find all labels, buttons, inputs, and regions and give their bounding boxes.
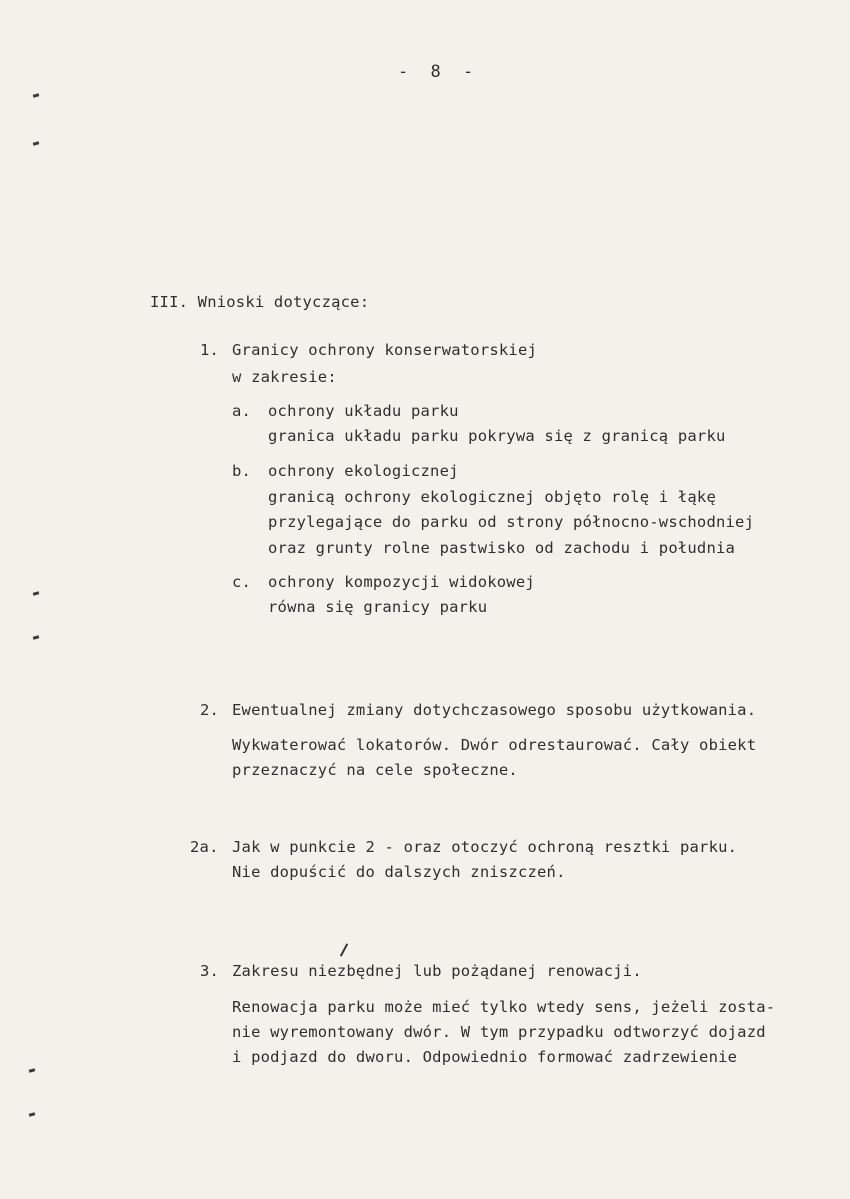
margin-punch-mark [33, 141, 40, 145]
section-title: III. Wnioski dotyczące: [150, 293, 370, 311]
subitem-text: przylegające do parku od strony północno-wschodniej [268, 513, 755, 531]
margin-punch-mark [33, 93, 40, 97]
page-number: - 8 - [398, 62, 480, 82]
item-text: Wykwaterować lokatorów. Dwór odrestaurować. Cały obiekt [232, 736, 757, 754]
subitem-label: a. [232, 402, 252, 420]
item-number: 2a. [190, 838, 219, 856]
subitem-text: granica układu parku pokrywa się z granicą parku [268, 427, 726, 445]
margin-punch-mark [33, 635, 40, 639]
subitem-title: ochrony układu parku [268, 402, 459, 420]
margin-punch-mark [29, 1112, 36, 1116]
margin-punch-mark [33, 591, 40, 595]
subitem-label: c. [232, 573, 252, 591]
subitem-label: b. [232, 462, 252, 480]
item-text: przeznaczyć na cele społeczne. [232, 761, 518, 779]
subitem-text: oraz grunty rolne pastwisko od zachodu i południa [268, 539, 736, 557]
item-text: Nie dopuścić do dalszych zniszczeń. [232, 863, 566, 881]
item-heading: Granicy ochrony konserwatorskiej [232, 341, 538, 359]
pen-mark [340, 943, 348, 956]
item-heading: Zakresu niezbędnej lub pożądanej renowacji. [232, 962, 642, 980]
item-text: Jak w punkcie 2 - oraz otoczyć ochroną resztki parku. [232, 838, 738, 856]
item-number: 1. [200, 341, 220, 359]
item-text: Renowacja parku może mieć tylko wtedy sens, jeżeli zosta- [232, 998, 776, 1016]
item-number: 2. [200, 701, 220, 719]
item-number: 3. [200, 962, 220, 980]
margin-punch-mark [29, 1068, 36, 1072]
subitem-title: ochrony ekologicznej [268, 462, 459, 480]
subitem-title: ochrony kompozycji widokowej [268, 573, 535, 591]
subitem-text: granicą ochrony ekologicznej objęto rolę i łąkę [268, 488, 716, 506]
item-heading: w zakresie: [232, 368, 337, 386]
subitem-text: równa się granicy parku [268, 598, 488, 616]
item-text: nie wyremontowany dwór. W tym przypadku odtworzyć dojazd [232, 1023, 766, 1041]
item-text: i podjazd do dworu. Odpowiednio formować zadrzewienie [232, 1048, 738, 1066]
item-heading: Ewentualnej zmiany dotychczasowego sposobu użytkowania. [232, 701, 757, 719]
